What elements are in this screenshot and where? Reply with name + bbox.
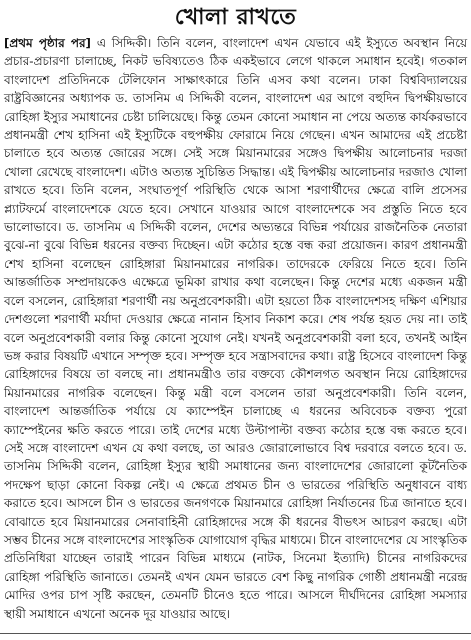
headline: খোলা রাখতে (174, 5, 297, 30)
article-text: এ সিদ্দিকী। তিনি বলেন, বাংলাদেশ এখন যেভাবে এই ইস্যুতে অবস্থান নিয়ে প্রচার-প্রচারণা চালাচ্ছে, নিকট ভবিষ্যতেও ঠিক একইভাবে লেগে থাকলে সমাধান হবেই। গতকাল বাংলাদেশ প্রতিদিনকে টেলিফোন সাক্ষাৎকারে তিনি এসব কথা বলেন। ঢাকা বিশ্ববিদ্যালয়ের রাষ্ট্রবিজ্ঞানের অধ্যাপক ড. তাসনিম এ সিদ্দিকী বলেন, বাংলাদেশ এর আগে বহুদিন দ্বিপক্ষীয়ভাবে রোহিঙ্গা ইস্যুর সমাধানের চেষ্টা চালিয়েছে। কিন্তু তেমন কোনো সমাধান না পেয়ে অত্যন্ত কার্যকরভাবে প্রধানমন্ত্রী শেখ হাসিনা এই ইস্যুটিকে বহুপক্ষীয় ফোরামে নিয়ে গেছেন। এখন আমাদের এই প্রচেষ্টা চালাতে হবে অত্যন্ত জোরের সঙ্গে। সেই সঙ্গে মিয়ানমারের সঙ্গেও দ্বিপক্ষীয় আলোচনার দরজা খোলা রেখেছে বাংলাদেশ। এটাও অত্যন্ত সুচিন্তিত সিদ্ধান্ত। এই দ্বিপক্ষীয় আলোচনার দরজাও খোলা রাখতে হবে। তিনি বলেন, সংঘাতপূর্ণ পরিস্থিতি থেকে আসা শরণার্থীদের ক্ষেত্রে বালি প্রসেসর প্ল্যাটফর্মে বাংলাদেশকে যেতে হবে। সেখানে যাওয়ার আগে বাংলাদেশকে সব প্রস্তুতি নিতে হবে ভালোভাবে। ড. তাসনিম এ সিদ্দিকী বলেন, দেশের অভ্যন্তরে বিভিন্ন পর্যায়ের রাজনৈতিক নেতারা বুঝে-না বুঝে বিভিন্ন ধরনের বক্তব্য দিচ্ছেন। এটা কঠোর হস্তে বন্ধ করা প্রয়োজন। কারণ প্রধানমন্ত্রী শেখ হাসিনা বলেছেন রোহিঙ্গারা মিয়ানমারের নাগরিক। তাদেরকে ফেরিয়ে নিতে হবে। তিনি আন্তর্জাতিক সম্প্রদায়কেও এক্ষেত্রে ভূমিকা রাখার কথা বলেছেন। কিন্তু দেশের মধ্যে একজন মন্ত্রী বলে বসলেন, রোহিঙ্গারা শরণার্থী নয় অনুপ্রবেশকারী। এটা হয়তো ঠিক বাংলাদেশসহ দক্ষিণ এশিয়ার দেশগুলো শরণার্থী মর্যাদা দেওয়ার ক্ষেত্রে নানান হিসাব নিকাশ করে। শেষ পর্যন্ত হয়ত দেয় না। তাই বলে অনুপ্রবেশকারী বলার কিন্তু কোনো সুযোগ নেই। যখনই অনুপ্রবেশকারী বলা হবে, তখনই আইন ভঙ্গ করার বিষয়টি এখানে সম্পৃক্ত হবে। সম্পৃক্ত হবে সন্ত্রাসবাদের কথা। রাষ্ট্র হিসেবে বাংলাদেশ কিন্তু রোহিঙ্গাদের বিষয়ে তা বলছে না। প্রধানমন্ত্রীও তার বক্তব্যে কৌশলগত অবস্থান নিয়ে রোহিঙ্গাদের মিয়ানমারের নাগরিক বলেছেন। কিন্তু মন্ত্রী বলে বসলেন তারা অনুপ্রবেশকারী। তিনি বলেন, বাংলাদেশ আন্তর্জাতিক পর্যায়ে যে ক্যাম্পেইন চালাচ্ছে এ ধরনের অবিবেচক বক্তব্য পুরো ক্যাম্পেইনের ক্ষতি করতে পারে। তাই দেশের মধ্যে উল্টাপাল্টা বক্তব্য কঠোর হস্তে বন্ধ করতে হবে। সেই সঙ্গে বাংলাদেশ এখন যে কথা বলছে, তা আরও জোরালোভাবে বিশ্ব দরবারে বলতে হবে। ড. তাসনিম সিদ্দিকী বলেন, রোহিঙ্গা ইস্যুর স্থায়ী সমাধানের জন্য বাংলাদেশের জোরালো কূটনৈতিক পদক্ষেপ ছাড়া কোনো বিকল্প নেই। এ ক্ষেত্রে প্রথমত চীন ও ভারতের পরিস্থিতি অনুধাবনে বাধ্য করাতে হবে। আসলে চীন ও ভারতের জনগণকে মিয়ানমারে রোহিঙ্গা নির্যাতনের চিত্র জানাতে হবে। বোঝাতে হবে মিয়ানমারের সেনাবাহিনী রোহিঙ্গাদের সঙ্গে কী ধরনের বীভৎস আচরণ করছে। এটা সম্ভব চীনের সঙ্গে বাংলাদেশের সাংস্কৃতিক যোগাযোগ বৃদ্ধির মাধ্যমে। চীনে বাংলাদেশের যে সাংস্কৃতিক প্রতিনিধিরা যাচ্ছেন তারাই পারেন বিভিন্ন মাধ্যমে (নাটক, সিনেমা ইত্যাদি) চীনের নাগরিকদের রোহিঙ্গা পরিস্থিতি জানাতে। তেমনই এখন যেমন ভারতে বেশ কিছু নাগরিক গোষ্ঠী প্রধানমন্ত্রী নরেন্দ্র মোদির ওপর চাপ সৃষ্টি করছেন, তেমনটি চীনেও হতে পারে। আসলে দীর্ঘদিনের রোহিঙ্গা সমস্যার স্থায়ী সমাধানে এখনো অনেক দূর যাওয়ার আছে। (4, 36, 468, 621)
article-paragraph (4, 34, 467, 623)
article-body (4, 34, 467, 623)
newspaper-clipping (0, 4, 471, 640)
bottom-rule (0, 633, 471, 640)
continued-from-label: [প্রথম পৃষ্ঠার পর] (4, 36, 91, 50)
